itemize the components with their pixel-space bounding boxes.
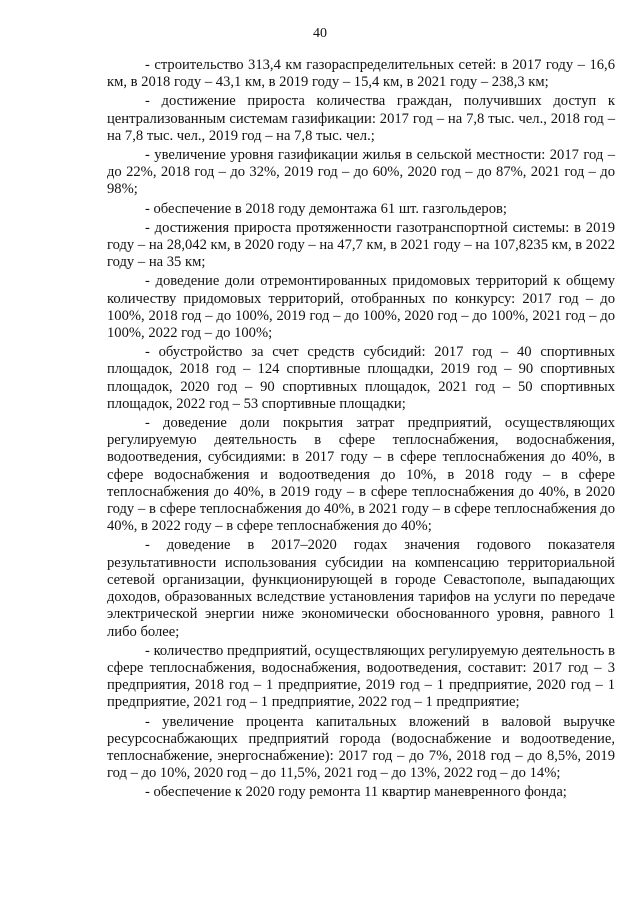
paragraph-yard-repair-share: - доведение доли отремонтированных придомовых территорий к общему количеству придомовых территорий, отобранных по конкурсу: 2017 год – до 100%, 2018 год – до 100%, 2019 год – до 100%, 2020 год – до 100%, 2021 год – до 100%, 2022 год – до 100%; <box>107 273 615 342</box>
page-number: 40 <box>313 26 327 41</box>
paragraph-regulated-enterprises-count: - количество предприятий, осуществляющих регулируемую деятельность в сфере теплоснабжения, водоснабжения, водоотведения, составит: 2017 год – 3 предприятия, 2018 год – 1 предприятие, 2019 год – 1 предприятие, 2020 год – 1 предприятие, 2021 год – 1 предприятие, 2022 год – 1 предприятие; <box>107 642 615 711</box>
paragraph-gasification-access-growth: - достижение прироста количества граждан, получивших доступ к централизованным системам газификации: 2017 год – на 7,8 тыс. чел., 2018 год – на 7,8 тыс. чел., 2019 год – на 7,8 тыс. чел.; <box>107 93 615 144</box>
paragraph-grid-subsidy-effectiveness: - доведение в 2017–2020 годах значения годового показателя результативности использования субсидии на компенсацию территориальной сетевой организации, функционирующей в городе Севастополе, выпадающих доходов, образованных вследствие установления тарифов на услуги по передаче электрической энергии ниже экономически обоснованного уровня, равного 1 либо более; <box>107 537 615 640</box>
paragraph-maneuverable-fund-repair: - обеспечение к 2020 году ремонта 11 квартир маневренного фонда; <box>145 784 567 801</box>
paragraph-rural-gasification-level: - увеличение уровня газификации жилья в сельской местности: 2017 год – до 22%, 2018 год – до 32%, 2019 год – до 60%, 2020 год – до 87%, 2021 год – до 98%; <box>107 147 615 198</box>
paragraph-gas-transport-extension: - достижения прироста протяженности газотранспортной системы: в 2019 году – на 28,042 км, в 2020 году – на 47,7 км, в 2021 году – на 107,8235 км, в 2022 году – на 35 км; <box>107 219 615 271</box>
paragraph-subsidy-cost-coverage: - доведение доли покрытия затрат предприятий, осуществляющих регулируемую деятельность в сфере теплоснабжения, водоснабжения, водоотведения, субсидиями: в 2017 году – в сфере теплоснабжения до 40%, в сфере водоснабжения и водоотведения до 10%, в 2018 году – в сфере теплоснабжения до 40%, в 2019 году – в сфере теплоснабжения до 40%, в 2020 году – в сфере теплоснабжения до 40%, в 2021 году – в сфере теплоснабжения до 40%, в 2022 году – в сфере теплоснабжения до 40%; <box>107 415 615 535</box>
paragraph-gasholder-dismantling: - обеспечение в 2018 году демонтажа 61 шт. газгольдеров; <box>145 200 507 217</box>
document-body <box>107 57 615 804</box>
paragraph-gas-networks-construction: - строительство 313,4 км газораспределительных сетей: в 2017 году – 16,6 км, в 2018 году – 43,1 км, в 2019 году – 15,4 км, в 2021 году – 238,3 км; <box>107 57 615 91</box>
paragraph-sports-grounds: - обустройство за счет средств субсидий: 2017 год – 40 спортивных площадок, 2018 год – 124 спортивные площадки, 2019 год – 90 спортивных площадок, 2020 год – 90 спортивных площадок, 2021 год – 50 спортивных площадок, 2022 год – 53 спортивные площадки; <box>107 344 615 412</box>
paragraph-capital-investment-share: - увеличение процента капитальных вложений в валовой выручке ресурсоснабжающих предприятий города (водоснабжение и водоотведение, теплоснабжение, энергоснабжение): 2017 год – до 7%, 2018 год – до 8,5%, 2019 год – до 10%, 2020 год – до 11,5%, 2021 год – до 13%, 2022 год – до 14%; <box>107 713 615 782</box>
